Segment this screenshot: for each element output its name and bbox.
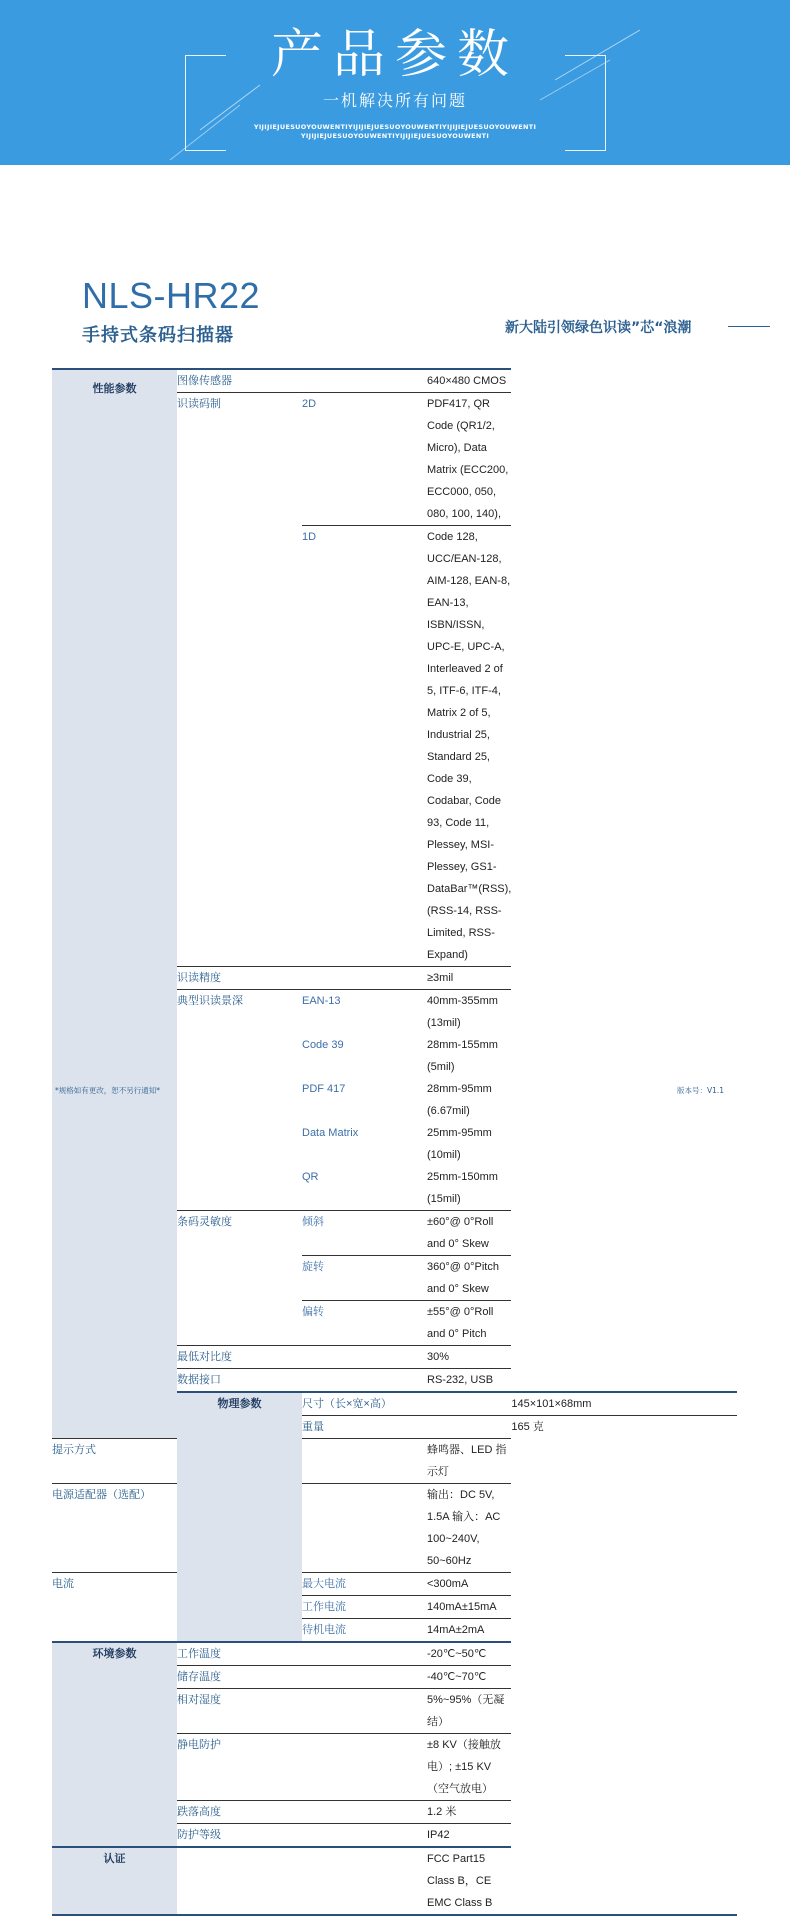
- spec-sublabel: Code 39: [302, 1039, 344, 1051]
- spec-value: 25mm-95mm (10mil): [427, 1127, 492, 1161]
- spec-value: 145×101×68mm: [511, 1392, 737, 1416]
- spec-value: 25mm-150mm (15mil): [427, 1171, 498, 1205]
- spec-label: 电源适配器（选配）: [52, 1484, 177, 1573]
- spec-sublabel: 1D: [302, 526, 427, 967]
- spec-sublabel: 旋转: [302, 1256, 427, 1301]
- spec-sublabel: 2D: [302, 393, 427, 526]
- spec-sublabel: 最大电流: [302, 1573, 427, 1596]
- spec-label: 识读码制: [177, 393, 302, 967]
- spec-label: 数据接口: [177, 1369, 302, 1393]
- spec-value: PDF417, QR Code (QR1/2, Micro), Data Matrix (ECC200, ECC000, 050, 080, 100, 140),: [427, 393, 511, 526]
- spec-value: ≥3mil: [427, 967, 511, 990]
- spec-label: 储存温度: [177, 1666, 302, 1689]
- section-performance: 性能参数: [52, 369, 177, 1439]
- spec-value: FCC Part15 Class B，CE EMC Class B: [427, 1847, 511, 1915]
- spec-value: 蜂鸣器、LED 指示灯: [427, 1439, 511, 1484]
- spec-label: 图像传感器: [177, 369, 302, 393]
- spec-label: 尺寸（长×宽×高）: [302, 1392, 427, 1416]
- spec-label: 条码灵敏度: [177, 1211, 302, 1346]
- spec-label: 工作温度: [177, 1642, 302, 1666]
- spec-label: 典型识读景深: [177, 990, 302, 1211]
- spec-value: 28mm-155mm (5mil): [427, 1039, 498, 1073]
- spec-label: 防护等级: [177, 1824, 302, 1848]
- spec-value: ±8 KV（接触放电）; ±15 KV（空气放电）: [427, 1734, 511, 1801]
- banner-pinyin-line1: YIJIJIEJUESUOYOUWENTIYIJIJIEJUESUOYOUWENTIYIJIJIEJUESUOYOUWENTI: [253, 123, 537, 131]
- spec-label: 提示方式: [52, 1439, 177, 1484]
- product-model: NLS-HR22: [82, 275, 261, 316]
- footer-note: *规格如有更改，恕不另行通知*: [55, 1086, 160, 1095]
- spec-sublabel: 偏转: [302, 1301, 427, 1346]
- spec-label: 重量: [302, 1416, 427, 1439]
- spec-sublabel: 工作电流: [302, 1596, 427, 1619]
- spec-label: 跌落高度: [177, 1801, 302, 1824]
- spec-value: 输出：DC 5V, 1.5A 输入：AC 100~240V, 50~60Hz: [427, 1484, 511, 1573]
- spec-value: 360°@ 0°Pitch and 0° Skew: [427, 1256, 511, 1301]
- spec-sublabel: EAN-13: [302, 990, 427, 1035]
- spec-value: 640×480 CMOS: [427, 369, 511, 393]
- spec-value: -20℃~50℃: [427, 1642, 511, 1666]
- spec-value: -40℃~70℃: [427, 1666, 511, 1689]
- spec-value: 30%: [427, 1346, 511, 1369]
- spec-sublabel: PDF 417: [302, 1083, 346, 1095]
- slogan-divider: [728, 326, 770, 327]
- spec-value: ±60°@ 0°Roll and 0° Skew: [427, 1211, 511, 1256]
- spec-value: 28mm-95mm (6.67mil): [427, 1083, 492, 1117]
- spec-value: 140mA±15mA: [427, 1596, 511, 1619]
- spec-value: 165 克: [511, 1416, 737, 1439]
- spec-value: 1.2 米: [427, 1801, 511, 1824]
- spec-sublabel: 倾斜: [302, 1211, 427, 1256]
- spec-value: IP42: [427, 1824, 511, 1848]
- spec-value: Code 128, UCC/EAN-128, AIM-128, EAN-8, EAN-13, ISBN/ISSN, UPC-E, UPC-A, Interleaved 2 of 5, ITF-6, ITF-4, Matrix 2 of 5, Industrial 25, Standard 25, Code 39, Codabar, Code 93, Code 11, Plessey, MSI-Plessey, GS1-DataBar™(RSS), (RSS-14, RSS-Limited, RSS-Expand): [427, 526, 511, 967]
- banner-title: 产品参数: [270, 25, 519, 85]
- product-name: 手持式条码扫描器: [82, 325, 234, 346]
- header-banner: [0, 0, 790, 165]
- banner-subtitle: 一机解决所有问题: [322, 91, 467, 110]
- product-slogan: 新大陆引领绿色识读”芯“浪潮: [505, 320, 692, 336]
- banner-pinyin-line2: YIJIJIEJUESUOYOUWENTIYIJIJIEJUESUOYOUWENTI: [300, 132, 490, 140]
- spec-label: 相对湿度: [177, 1689, 302, 1734]
- section-physical: 物理参数: [177, 1392, 302, 1642]
- section-environment: 环境参数: [52, 1642, 177, 1847]
- spec-table: [52, 368, 737, 1916]
- spec-value: 40mm-355mm (13mil): [427, 990, 511, 1035]
- spec-value: 5%~95%（无凝结）: [427, 1689, 511, 1734]
- spec-label: 电流: [52, 1573, 177, 1643]
- spec-value: <300mA: [427, 1573, 511, 1596]
- spec-label: 最低对比度: [177, 1346, 302, 1369]
- footer-version: 版本号：V1.1: [677, 1086, 725, 1095]
- section-certification: 认证: [52, 1847, 177, 1915]
- spec-value: RS-232, USB: [427, 1369, 511, 1393]
- spec-value: 14mA±2mA: [427, 1619, 511, 1643]
- spec-label: 识读精度: [177, 967, 302, 990]
- spec-label: 静电防护: [177, 1734, 302, 1801]
- spec-sublabel: QR: [302, 1171, 319, 1183]
- spec-sublabel: Data Matrix: [302, 1127, 359, 1139]
- spec-sublabel: 待机电流: [302, 1619, 427, 1643]
- spec-value: ±55°@ 0°Roll and 0° Pitch: [427, 1301, 511, 1346]
